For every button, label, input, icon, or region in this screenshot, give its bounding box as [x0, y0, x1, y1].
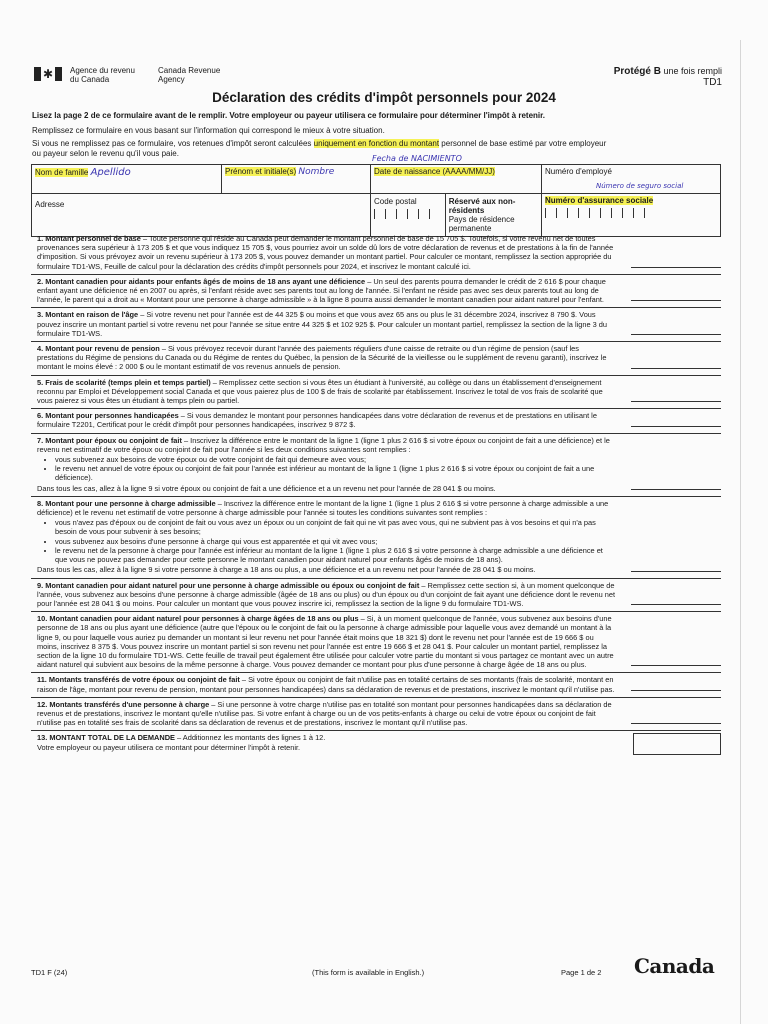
line-5-amount-input[interactable] [631, 401, 721, 402]
employee-number-label: Numéro d'employé [545, 167, 612, 176]
postal-code-boxes[interactable] [374, 209, 442, 219]
intro-line-4: ou payeur selon le revenu qu'il vous paie. [32, 149, 179, 158]
line-11-spouse-transfer: 11. Montants transférés de votre époux ou conjoint de fait – Si votre époux ou conjoint de fait n'utilise pas en totalité certains de ses montants (frais de scolarité, montant en raison de l'âge, montant pour revenu de pension, montant pour personnes handicapées) dans sa déclaration de revenus et de prestations, inscrivez le montant qu'il n'utilise pas. [31, 673, 721, 697]
intro-line-1: Lisez la page 2 de ce formulaire avant de le remplir. Votre employeur ou payeur utilisera ce formulaire pour déterminer l'impôt à retenir. [32, 111, 546, 120]
page-title: Déclaration des crédits d'impôt personnels pour 2024 [212, 90, 556, 105]
page-edge [740, 40, 741, 1024]
highlighted-text: uniquement en fonction du montant [313, 139, 440, 148]
line-3-amount-input[interactable] [631, 334, 721, 335]
address-label: Adresse [35, 200, 65, 209]
postal-code-label: Code postal [374, 197, 417, 206]
line-9-amount-input[interactable] [631, 604, 721, 605]
english-availability-note: (This form is available in English.) [312, 968, 425, 977]
nonresident-field[interactable] [371, 194, 542, 237]
line-8-amount-input[interactable] [631, 571, 721, 572]
first-name-field[interactable] [222, 165, 371, 194]
identity-fields-table [31, 164, 721, 237]
nonresident-label: Réservé aux non-résidents [448, 197, 516, 215]
dob-field[interactable] [371, 165, 542, 194]
line-11-amount-input[interactable] [631, 690, 721, 691]
line-1-amount-input[interactable] [631, 267, 721, 268]
claim-lines [31, 232, 721, 755]
nonresident-block [446, 194, 541, 236]
intro-line-3: Si vous ne remplissez pas ce formulaire, vos retenues d'impôt seront calculées uniquement en fonction du montant personnel de base estimé par votre employeur [32, 139, 607, 148]
line-12-dependant-transfer: 12. Montants transférés d'une personne à charge – Si une personne à votre charge n'utilise pas en totalité son montant pour personnes handicapées dans sa déclaration de revenus et de prestations, inscrivez le montant qu'elle n'utilise pas. Si votre enfant à charge ou un de vos petits-enfants à charge ou celui de votre époux ou conjoint de fait n'utilise pas en totalité ses frais de scolarité dans sa déclaration de revenus et de prestations, inscrivez le montant qu'il n'utilise pas. [31, 698, 721, 732]
handwritten-dob-note: Fecha de NACIMIENTO [372, 154, 462, 163]
line-7-amount-input[interactable] [631, 489, 721, 490]
line-6-amount-input[interactable] [631, 426, 721, 427]
protected-marker [614, 66, 722, 88]
agency-name-en: Canada Revenue Agency [158, 66, 221, 84]
form-code: TD1 [703, 77, 722, 88]
line-10-caregiver-18-plus: 10. Montant canadien pour aidant naturel pour personnes à charge âgées de 18 ans ou plus – Si, à un moment quelconque de l'année, vous subvenez aux besoins d'une personne de 18 ans ou plus ayant une déficience (autre que l'époux ou le conjoint de fait ou la personne à charge admissible pour laquelle vous avez demandé un montant à la ligne 9, ou pour laquelle vous auriez pu demander un montant si leur revenu net pour l'année était moins que 18 321 $) dont le revenu net pour l'année est de 19 666 $ ou moins, inscrivez 8 375 $. Vous pouvez inscrire un montant partiel si son revenu net pour l'année est entre 19 666 $ et 28 041 $. Pour calculer un montant partiel, remplissez la section de la ligne 10 du formulaire TD1-WS. Cette feuille de travail peut également être utilisée pour calculer votre partie du montant si vous partagez ce montant avec un autre aidant naturel qui subvient aux besoins de la même personne à charge. Vous pouvez demander ce montant pour plus d'une personne à charge âgée de 18 ans ou plus. [31, 612, 721, 673]
line-2-caregiver-children: 2. Montant canadien pour aidants pour enfants âgés de moins de 18 ans ayant une déficience – Un seul des parents pourra demander le crédit de 2 616 $ pour chaque enfant ayant une déficience né en 2007 ou après, si l'enfant réside avec ses parents tout au long de l'année. Si l'enfant ne réside pas avec ses deux parents tout au long de l'année, le parent qui a droit au « Montant pour une personne à charge admissible » à la ligne 8 pourra aussi demander le montant canadien pour aidant naturel pour l'enfant. [31, 275, 721, 309]
canada-wordmark: Canada [634, 954, 715, 978]
agency-name-fr: Agence du revenu du Canada [70, 66, 135, 84]
last-name-field[interactable] [32, 165, 222, 194]
postal-code-field[interactable] [371, 194, 446, 236]
line-12-amount-input[interactable] [631, 723, 721, 724]
line-6-disability: 6. Montant pour personnes handicapées – Si vous demandez le montant pour personnes handicapées dans votre déclaration de revenus et de prestations en utilisant le formulaire T2201, Certificat pour le crédit d'impôt pour personnes handicapées, inscrivez 9 872 $. [31, 409, 721, 433]
protected-suffix: une fois rempli [663, 66, 722, 76]
canada-flag-icon: ✱ [34, 67, 62, 81]
line-4-amount-input[interactable] [631, 368, 721, 369]
protected-label: Protégé B [613, 66, 661, 77]
sin-field[interactable] [542, 194, 721, 237]
line-2-amount-input[interactable] [631, 300, 721, 301]
last-name-label: Nom de famille [35, 168, 89, 177]
residence-country-label: Pays de résidence permanente [448, 215, 515, 233]
line-4-pension-amount: 4. Montant pour revenu de pension – Si vous prévoyez recevoir durant l'année des paiements réguliers d'une caisse de retraite ou d'un régime de pension (sauf les prestations du Régime de pensions du Canada ou du Régime de rentes du Québec, la pension de la Sécurité de la vieillesse ou le supplément de revenu garanti), inscrivez le montant le moins élevé : 2 000 $ ou le montant estimatif de vos revenus annuels de pension. [31, 342, 721, 376]
first-name-value: Nombre [298, 167, 335, 177]
first-name-label: Prénom et initiale(s) [225, 167, 297, 176]
line-10-amount-input[interactable] [631, 665, 721, 666]
handwritten-sin-note: Número de seguro social [596, 182, 684, 190]
line-8-eligible-dependant: 8. Montant pour une personne à charge admissible – Inscrivez la différence entre le montant de la ligne 1 (ligne 1 plus 2 616 $ si votre personne à charge admissible a une déficience) et le revenu net estimatif de votre personne à charge admissible pour l'année si toutes les conditions suivantes sont remplies : • vous n'avez pas d'époux ou de conjoint de fait ou vous avez un époux ou un conjoint de fait qui ne vit pas avec vous, qui ne subvient pas à vos besoins et qui n'a pas besoin de vous pour subvenir à ses besoins; • vous subvenez aux besoins d'une personne à charge qui vous est apparentée et qui vit avec vous; • le revenu net de la personne à charge pour l'année est inférieur au montant de la ligne 1 (ligne 1 plus 2 616 $ si votre personne à charge admissible a une déficience et que vous ne pouvez pas demander pour cette personne le montant canadien pour aidant naturel pour enfants âgés de moins de 18 ans). Dans tous les cas, allez à la ligne 9 si votre personne à charge a 18 ans ou plus, a une déficience et a un revenu net pour l'année de 28 041 $ ou moins. [31, 497, 721, 579]
last-name-value: Apellido [90, 167, 131, 178]
line-3-age-amount: 3. Montant en raison de l'âge – Si votre revenu net pour l'année est de 44 325 $ ou moins et que vous avez 65 ans ou plus le 31 décembre 2024, inscrivez 8 790 $. Vous pouvez inscrire un montant partiel si votre revenu net pour l'année se situe entre 44 325 $ et 102 925 $. Pour calculer un montant partiel, remplissez la section de la ligne 3 du formulaire TD1-WS. [31, 308, 721, 342]
page-number: Page 1 de 2 [561, 968, 602, 977]
line-1-basic-amount: 1. Montant personnel de base – Toute personne qui réside au Canada peut demander le montant personnel de base de 15 705 $. Toutefois, si votre revenu net de toutes provenances sera supérieur à 173 205 $ et que vous indiquez 15 705 $, vous pourriez avoir un solde dû lors de votre déclaration de revenus et de prestations à la fin de l'année d'imposition. Si vous prévoyez avoir un revenu supérieur à 173 205 $, vous pouvez demander un montant partiel. Pour calculer ce montant, remplissez la section appropriée du formulaire TD1-WS, Feuille de calcul pour la déclaration des crédits d'impôt personnels pour 2024, et inscrivez le montant calculé ici. [31, 232, 721, 275]
agency-header [34, 66, 238, 84]
form-code-footer: TD1 F (24) [31, 968, 68, 977]
line-7-spouse: 7. Montant pour époux ou conjoint de fait – Inscrivez la différence entre le montant de la ligne 1 (ligne 1 plus 2 616 $ si votre époux ou conjoint de fait a une déficience) et le revenu net estimatif de votre époux ou conjoint de fait pour l'année si les deux conditions suivantes sont remplies : • vous subvenez aux besoins de votre époux ou de votre conjoint de fait qui demeure avec vous; • le revenu net annuel de votre époux ou conjoint de fait pour l'année est inférieur au montant de la ligne 1 (ligne 1 plus 2 616 $ si votre époux ou conjoint de fait a une déficience). Dans tous les cas, allez à la ligne 9 si votre époux ou conjoint de fait a une déficience et a un revenu net pour l'année de 28 041 $ ou moins. [31, 434, 721, 497]
employee-number-field[interactable] [542, 165, 721, 194]
line-13-total: 13. MONTANT TOTAL DE LA DEMANDE – Additionnez les montants des lignes 1 à 12. Votre employeur ou payeur utilisera ce montant pour déterminer l'impôt à retenir. [31, 731, 721, 754]
sin-boxes[interactable] [545, 208, 717, 218]
dob-label: Date de naissance (AAAA/MM/JJ) [374, 167, 495, 176]
intro-line-2: Remplissez ce formulaire en vous basant sur l'information qui correspond le mieux à votre situation. [32, 126, 385, 135]
line-13-total-box[interactable] [633, 733, 721, 755]
line-5-tuition: 5. Frais de scolarité (temps plein et temps partiel) – Remplissez cette section si vous êtes un étudiant à l'université, au collège ou dans un établissement d'enseignement reconnu par Emploi et Développement social Canada et que vous paierez plus de 100 $ de frais de scolarité par établissement. Inscrivez le total de vos frais de scolarité que vous paierez si vous êtes un étudiant à temps plein ou partiel. [31, 376, 721, 410]
line-9-caregiver-dependant: 9. Montant canadien pour aidant naturel pour une personne à charge admissible ou époux ou conjoint de fait – Remplissez cette section si, à un moment quelconque de l'année, vous subvenez aux besoins d'une personne à charge admissible (âgée de 18 ans ou plus) ou d'un époux ou d'un conjoint de fait ayant une déficience dont le revenu net pour l'année est 28 041 $ ou moins. Pour calculer un montant que vous pouvez inscrire ici, remplissez la section de la ligne 9 du formulaire TD1-WS. [31, 579, 721, 613]
address-field[interactable] [32, 194, 371, 237]
sin-label: Numéro d'assurance sociale [545, 196, 654, 205]
